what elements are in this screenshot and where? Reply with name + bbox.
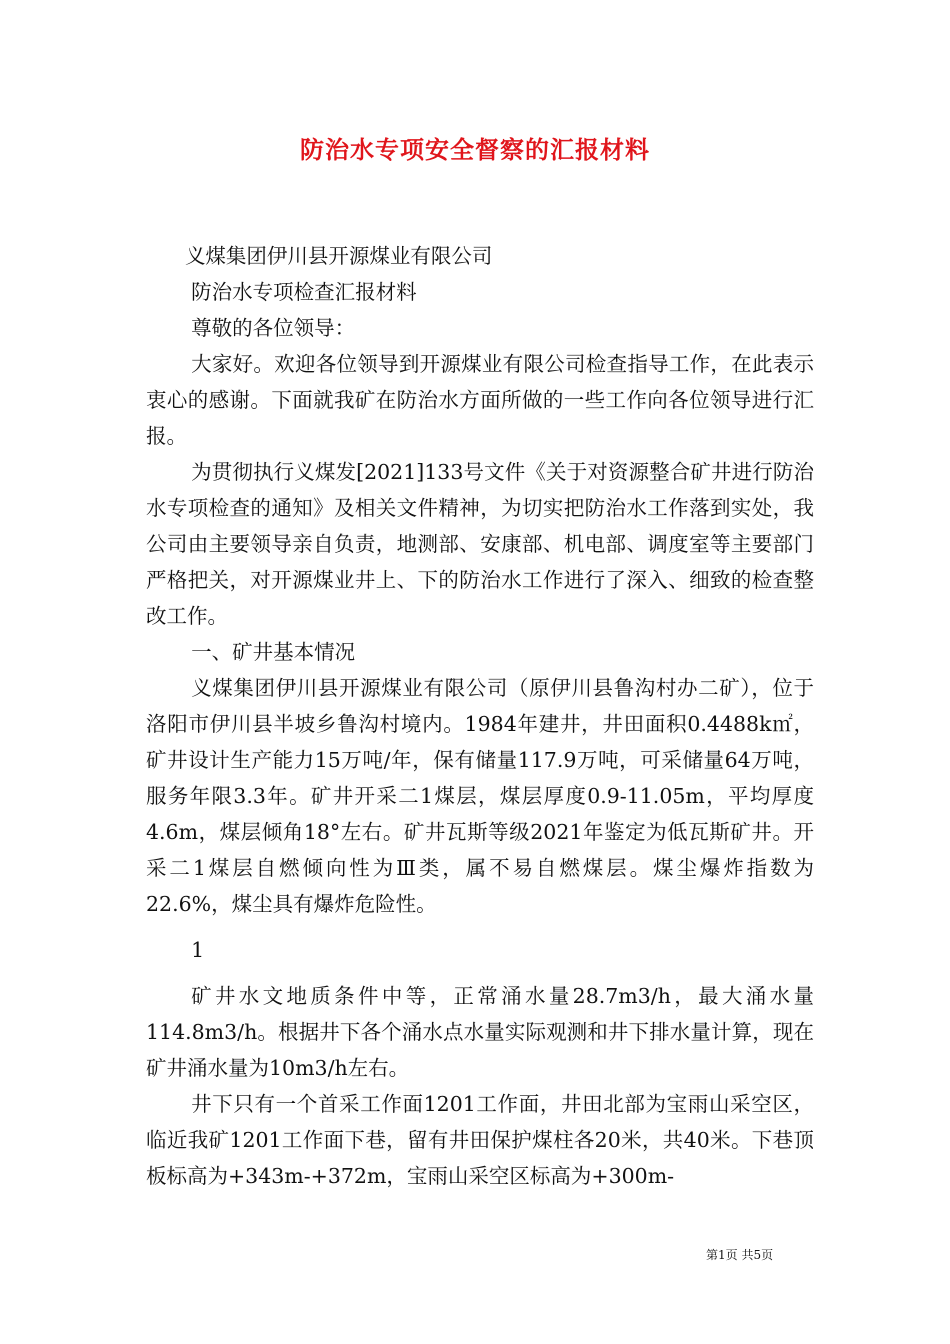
section-heading-mine-overview: 一、矿井基本情况	[191, 640, 356, 664]
inline-page-number: 1	[191, 938, 205, 962]
paragraph-directive: 为贯彻执行义煤发[2021]133号文件《关于对资源整合矿井进行防治水专项检查的通知》及相关文件精神，为切实把防治水工作落到实处，我公司由主要领导亲自负责，地测部、安康部、机电部、调度室等主要部门严格把关，对开源煤业井上、下的防治水工作进行了深入、细致的检查整改工作。	[146, 460, 814, 628]
document-body	[146, 238, 814, 1194]
page-footer: 第1页 共5页	[706, 1248, 774, 1262]
document-title: 防治水专项安全督察的汇报材料	[300, 135, 650, 164]
paragraph-hydrogeology: 矿井水文地质条件中等，正常涌水量28.7m3/h，最大涌水量114.8m3/h。根据井下各个涌水点水量实际观测和井下排水量计算，现在矿井涌水量为10m3/h左右。	[146, 984, 814, 1080]
paragraph-mine-overview: 义煤集团伊川县开源煤业有限公司（原伊川县鲁沟村办二矿），位于洛阳市伊川县半坡乡鲁沟村境内。1984年建井，井田面积0.4488k㎡，矿井设计生产能力15万吨/年，保有储量117.9万吨，可采储量64万吨，服务年限3.3年。矿井开采二1煤层，煤层厚度0.9-11.05m，平均厚度4.6m，煤层倾角18°左右。矿井瓦斯等级2021年鉴定为低瓦斯矿井。开采二1煤层自燃倾向性为Ⅲ类，属不易自燃煤层。煤尘爆炸指数为22.6%，煤尘具有爆炸危险性。	[146, 676, 814, 916]
report-subtitle: 防治水专项检查汇报材料	[191, 280, 417, 304]
company-name: 义煤集团伊川县开源煤业有限公司	[184, 244, 493, 268]
paragraph-working-face: 井下只有一个首采工作面1201工作面，井田北部为宝雨山采空区，临近我矿1201工作面下巷，留有井田保护煤柱各20米，共40米。下巷顶板标高为+343m-+372m，宝雨山采空区标高为+300m-	[146, 1092, 814, 1188]
paragraph-welcome: 大家好。欢迎各位领导到开源煤业有限公司检查指导工作，在此表示衷心的感谢。下面就我矿在防治水方面所做的一些工作向各位领导进行汇报。	[146, 352, 814, 448]
salutation: 尊敬的各位领导：	[191, 316, 356, 340]
